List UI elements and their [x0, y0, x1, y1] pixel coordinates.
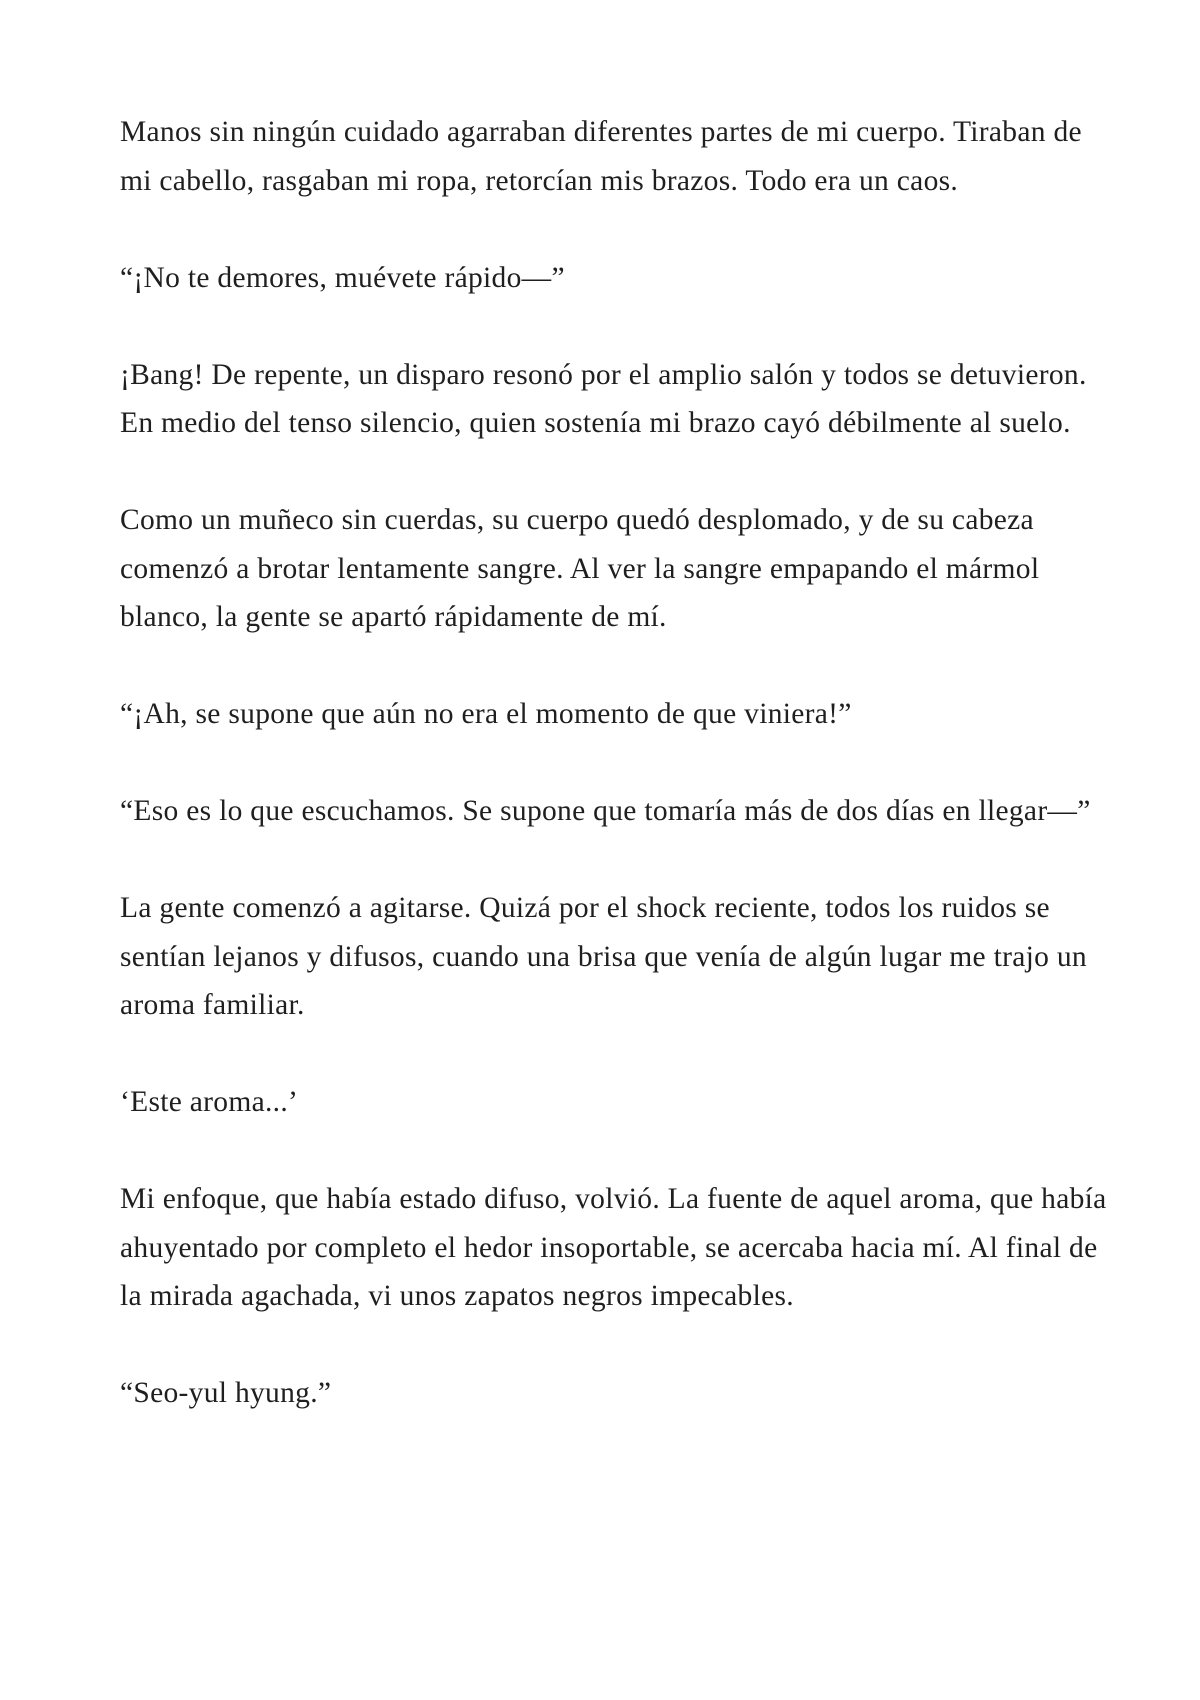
- paragraph: “Seo-yul hyung.”: [120, 1377, 332, 1409]
- paragraph: “¡Ah, se supone que aún no era el momento de que viniera!”: [120, 698, 852, 730]
- paragraph: Manos sin ningún cuidado agarraban diferentes partes de mi cuerpo. Tiraban de mi cabello, rasgaban mi ropa, retorcían mis brazos. Todo era un caos.: [120, 116, 1082, 197]
- paragraph: La gente comenzó a agitarse. Quizá por el shock reciente, todos los ruidos se sentían lejanos y difusos, cuando una brisa que venía de algún lugar me trajo un aroma familiar.: [120, 892, 1087, 1021]
- paragraph: ‘Este aroma...’: [120, 1086, 299, 1118]
- paragraph: “¡No te demores, muévete rápido—”: [120, 261, 565, 294]
- paragraph: Como un muñeco sin cuerdas, su cuerpo quedó desplomado, y de su cabeza comenzó a brotar lentamente sangre. Al ver la sangre empapando el mármol blanco, la gente se apartó rápidamente de mí.: [120, 504, 1040, 633]
- paragraph: ¡Bang! De repente, un disparo resonó por el amplio salón y todos se detuvieron. En medio del tenso silencio, quien sostenía mi brazo cayó débilmente al suelo.: [120, 358, 1087, 439]
- paragraph: Mi enfoque, que había estado difuso, volvió. La fuente de aquel aroma, que había ahuyentado por completo el hedor insoportable, se acercaba hacia mí. Al final de la mirada agachada, vi unos zapatos negros impecables.: [120, 1183, 1107, 1312]
- paragraph: “Eso es lo que escuchamos. Se supone que tomaría más de dos días en llegar—”: [120, 795, 1091, 827]
